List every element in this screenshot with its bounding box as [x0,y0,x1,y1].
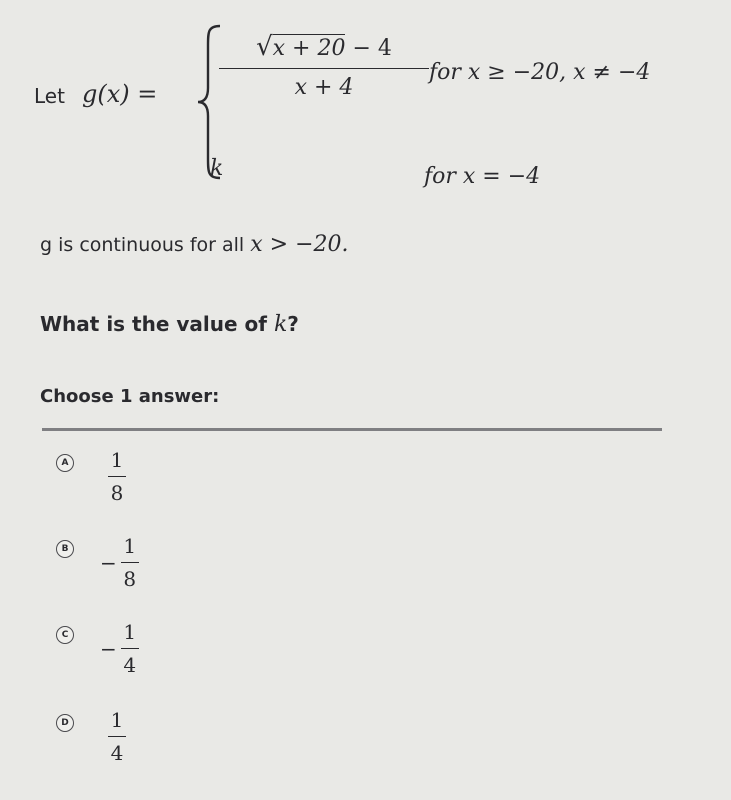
case1-condition: for x ≥ −20, x ≠ −4 [429,60,651,85]
continuity-text: g is continuous for all [40,234,245,256]
fraction-bar [219,68,429,69]
choice-value-b [100,534,139,591]
case1-numerator [219,32,429,66]
choice-fraction [108,448,126,505]
divider [42,428,662,431]
answer-choice-a[interactable] [50,446,660,516]
continuity-math: x > −20. [250,232,349,257]
choice-sign: − [100,636,117,661]
choice-fraction-bar [108,736,126,737]
question [40,312,299,337]
function-definition [34,32,724,192]
question-text: What is the value of [40,312,267,336]
case2-value: k [210,156,224,181]
choose-prompt: Choose 1 answer: [40,386,220,407]
choice-letter-d: D [56,714,74,732]
choice-denominator: 8 [110,481,124,505]
choice-numerator: 1 [110,448,124,472]
choice-value-a [104,448,126,505]
let-label: Let [34,84,65,108]
choice-denominator: 4 [110,741,124,765]
choice-value-c [100,620,139,677]
question-mark: ? [287,312,299,336]
choice-letter-b: B [56,540,74,558]
choice-fraction-bar [121,562,139,563]
choice-denominator: 8 [123,567,137,591]
case1-fraction [219,32,429,100]
choice-denominator: 4 [123,653,137,677]
choice-fraction [121,620,139,677]
choice-fraction-bar [108,476,126,477]
choice-value-d [104,708,126,765]
case1-denominator: x + 4 [294,75,354,100]
choice-fraction [108,708,126,765]
choice-numerator: 1 [110,708,124,732]
answer-choice-d[interactable] [50,706,660,776]
continuity-statement [40,232,349,257]
choice-fraction-bar [121,648,139,649]
choice-sign: − [100,550,117,575]
sqrt-icon: √ [256,32,273,62]
choice-letter-a: A [56,454,74,472]
case2-condition: for x = −4 [424,164,541,189]
numerator-rest: − 4 [352,36,392,61]
answer-choice-b[interactable] [50,532,660,602]
radicand: x + 20 [272,36,346,61]
choice-numerator: 1 [123,534,137,558]
function-lhs: g(x) = [82,80,158,108]
choice-letter-c: C [56,626,74,644]
choice-fraction [121,534,139,591]
choice-numerator: 1 [123,620,137,644]
question-var: k [273,312,288,337]
answer-choice-c[interactable] [50,618,660,688]
